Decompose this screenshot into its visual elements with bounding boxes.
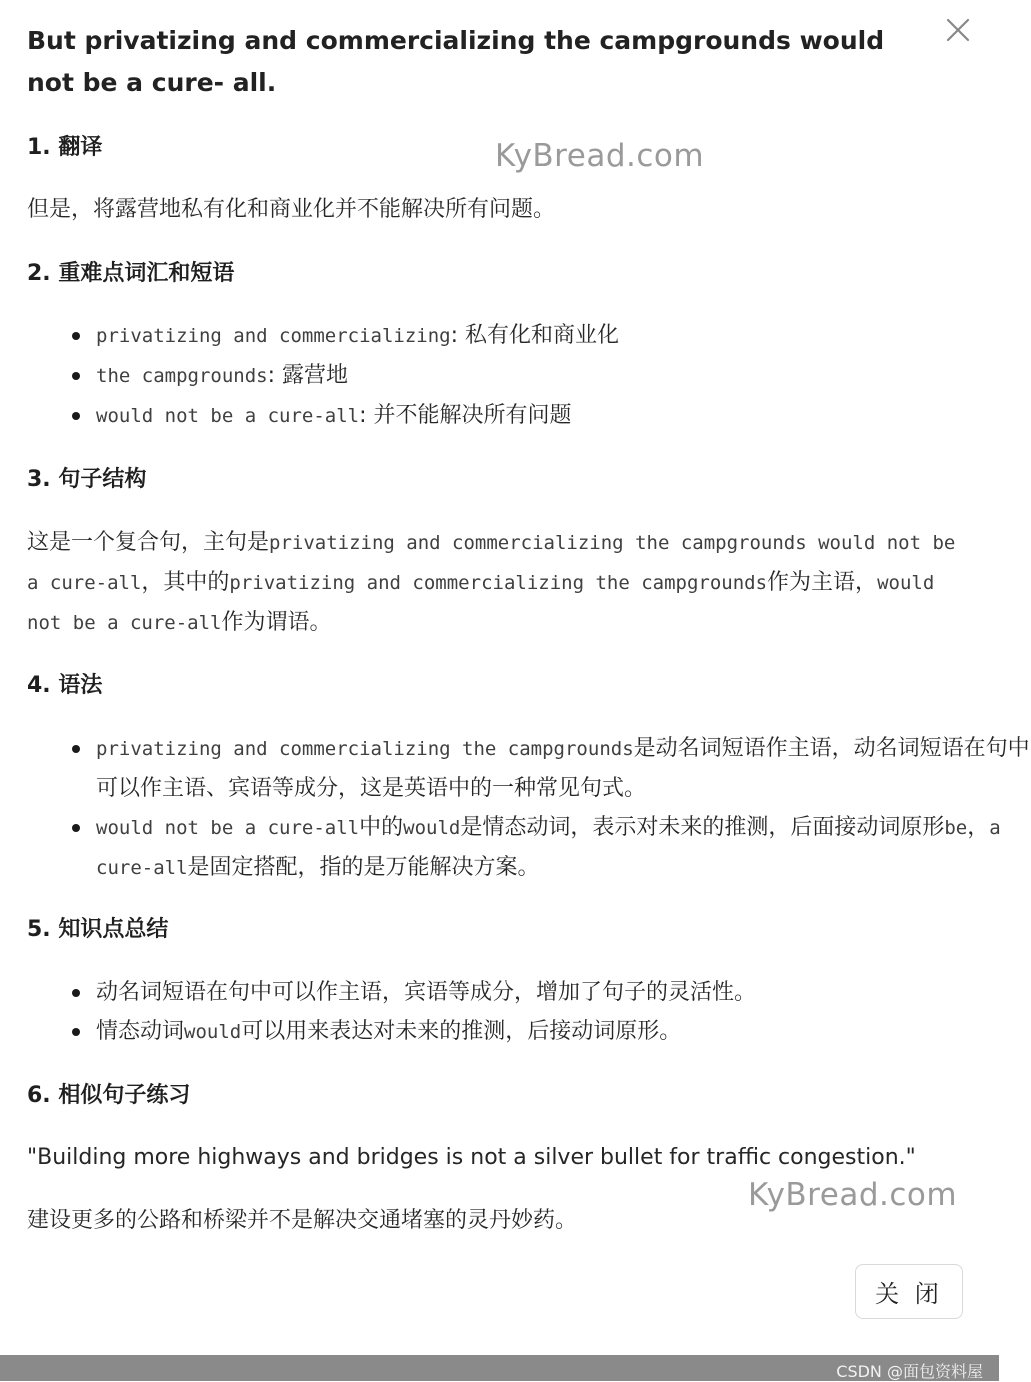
close-button[interactable]: 关 闭 xyxy=(855,1264,963,1319)
summary-text: 可以用来表达对未来的推测，后接动词原形。 xyxy=(241,1019,682,1044)
structure-code: privatizing and commercializing the campgrounds xyxy=(229,572,768,594)
structure-text xyxy=(27,523,962,643)
vocab-meaning: : 并不能解决所有问题 xyxy=(359,403,572,428)
summary-text: 动名词短语在句中可以作主语，宾语等成分，增加了句子的灵活性。 xyxy=(96,980,757,1005)
vocab-term: privatizing and commercializing xyxy=(96,325,451,347)
summary-text: 情态动词 xyxy=(96,1019,185,1044)
vocab-meaning: : 私有化和商业化 xyxy=(450,323,620,348)
watermark: KyBread.com xyxy=(748,1177,958,1213)
grammar-code: a cure-all xyxy=(96,817,1001,879)
practice-english: "Building more highways and bridges is not a silver bullet for traffic congestion." xyxy=(27,1145,916,1170)
vocab-term: the campgrounds xyxy=(96,365,268,387)
summary-code: would xyxy=(184,1021,242,1043)
structure-text-part: 作为主语， xyxy=(767,570,878,595)
section-heading-grammar: 4. 语法 xyxy=(27,673,103,698)
grammar-text: 是情态动词，表示对未来的推测，后面接动词原形 xyxy=(460,815,945,840)
list-item xyxy=(96,356,1031,396)
vocab-list xyxy=(27,316,1031,436)
list-item xyxy=(96,808,1031,888)
section-heading-structure: 3. 句子结构 xyxy=(27,467,147,492)
list-item xyxy=(96,396,1031,436)
section-heading-summary: 5. 知识点总结 xyxy=(27,917,169,942)
grammar-code: privatizing and commercializing the campgrounds xyxy=(96,738,634,760)
section-heading-practice: 6. 相似句子练习 xyxy=(27,1083,191,1108)
structure-text-part: 作为谓语。 xyxy=(221,610,332,635)
footer-bar xyxy=(0,1355,999,1381)
section-heading-vocab: 2. 重难点词汇和短语 xyxy=(27,261,235,286)
footer-credit: CSDN @面包资料屋 xyxy=(836,1362,983,1381)
grammar-list xyxy=(27,729,1031,888)
vocab-meaning: : 露营地 xyxy=(267,363,348,388)
practice-chinese: 建设更多的公路和桥梁并不是解决交通堵塞的灵丹妙药。 xyxy=(27,1208,578,1233)
structure-code: would not be a cure-all xyxy=(27,572,935,634)
section-heading-translation: 1. 翻译 xyxy=(27,135,103,160)
structure-text-part: ，其中的 xyxy=(141,570,230,595)
list-item xyxy=(96,1012,1031,1052)
summary-list xyxy=(27,973,1031,1052)
structure-text-part: 这是一个复合句，主句是 xyxy=(27,530,270,555)
list-item xyxy=(96,973,1031,1012)
vocab-term: would not be a cure-all xyxy=(96,405,360,427)
close-x-icon[interactable] xyxy=(944,16,972,44)
grammar-text: 是固定搭配，指的是万能解决方案。 xyxy=(187,855,540,880)
list-item xyxy=(96,729,1031,808)
structure-code: privatizing and commercializing the campgrounds would not be a cure-all xyxy=(27,532,956,594)
grammar-code: be xyxy=(944,817,968,839)
dialog-title: But privatizing and commercializing the campgrounds would not be a cure- all. xyxy=(27,26,885,97)
watermark: KyBread.com xyxy=(495,138,705,174)
translation-text: 但是，将露营地私有化和商业化并不能解决所有问题。 xyxy=(27,197,556,222)
list-item xyxy=(96,316,1031,356)
grammar-code: would not be a cure-all xyxy=(96,817,360,839)
grammar-text: ， xyxy=(967,815,990,840)
grammar-text: 是动名词短语作主语，动名词短语在句中可以作主语、宾语等成分，这是英语中的一种常见句式。 xyxy=(96,736,1030,801)
grammar-text: 中的 xyxy=(359,815,404,840)
grammar-code: would xyxy=(403,817,461,839)
